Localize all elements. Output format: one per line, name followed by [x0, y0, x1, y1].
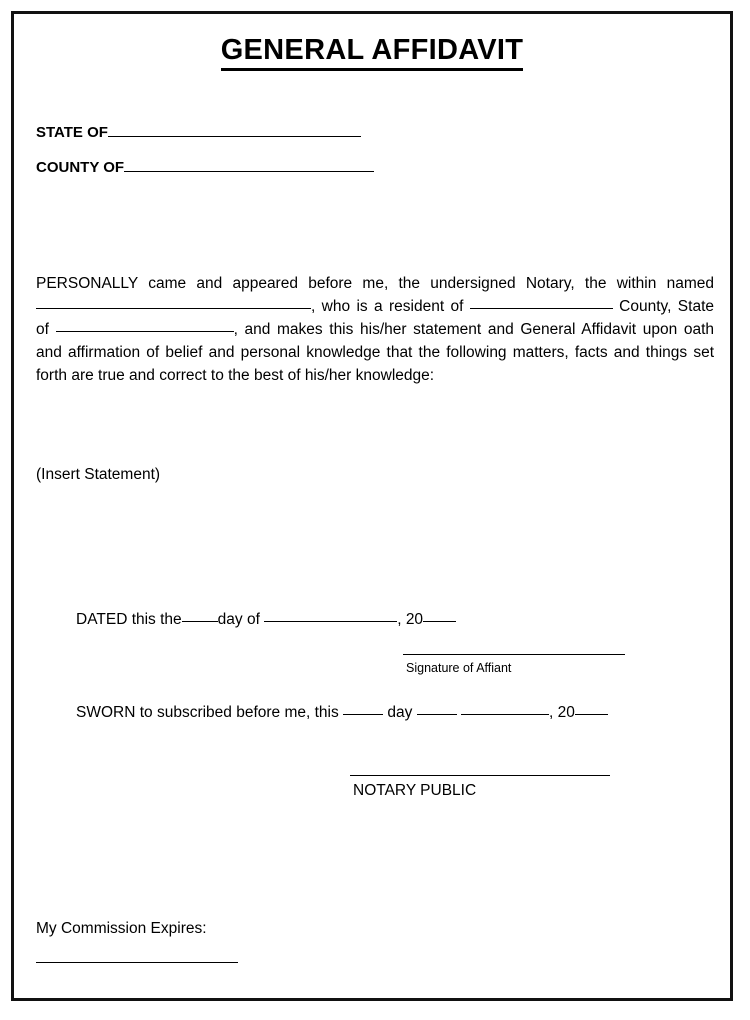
sworn-day-input[interactable] — [343, 713, 383, 715]
affidavit-body-paragraph — [36, 272, 714, 387]
dated-year-prefix: , 20 — [397, 611, 424, 628]
sworn-month-input[interactable] — [461, 713, 549, 715]
body-segment-3: County, State of — [36, 298, 714, 338]
notary-public-block — [350, 775, 620, 800]
county-of-row — [36, 159, 374, 176]
dated-year-input[interactable] — [423, 620, 456, 622]
notary-signature-line[interactable] — [350, 775, 610, 776]
dated-label: DATED this the — [76, 611, 182, 628]
execution-block — [76, 611, 712, 799]
commission-expires-block — [36, 920, 238, 963]
sworn-line — [76, 704, 608, 722]
body-segment-4: , and makes this his/her statement and General Affidavit upon oath and affirmation of belief and personal knowledge that the following matters, facts and things set forth are true and correct to the best of his/her knowledge: — [36, 321, 715, 384]
county-of-input[interactable] — [124, 170, 374, 172]
body-segment-1: PERSONALLY came and appeared before me, the undersigned Notary, the within named — [36, 275, 714, 292]
sworn-day-label: day — [383, 704, 417, 721]
sworn-blank-input[interactable] — [417, 713, 457, 715]
sworn-label: SWORN to subscribed before me, this — [76, 704, 344, 721]
page-title-text: GENERAL AFFIDAVIT — [221, 34, 524, 71]
dated-month-input[interactable] — [264, 620, 397, 622]
document-page — [11, 11, 733, 1001]
affiant-signature-caption: Signature of Affiant — [406, 661, 512, 675]
resident-county-input[interactable] — [470, 307, 613, 309]
notary-public-label: NOTARY PUBLIC — [353, 782, 477, 799]
page-title — [14, 34, 730, 67]
insert-statement-placeholder[interactable]: (Insert Statement) — [36, 466, 161, 483]
state-of-label: STATE OF — [36, 124, 108, 141]
dated-day-of-label: day of — [217, 611, 265, 628]
sworn-year-input[interactable] — [575, 713, 608, 715]
sworn-year-prefix: , 20 — [548, 704, 575, 721]
commission-expires-label: My Commission Expires: — [36, 920, 207, 937]
body-segment-2: , who is a resident of — [311, 298, 470, 315]
dated-line — [76, 611, 712, 629]
commission-expires-input[interactable] — [36, 962, 238, 963]
affiant-signature-block — [403, 654, 628, 675]
state-of-input[interactable] — [108, 135, 361, 137]
county-of-label: COUNTY OF — [36, 159, 125, 176]
dated-day-input[interactable] — [182, 620, 218, 622]
jurisdiction-block — [36, 124, 374, 194]
resident-state-input[interactable] — [56, 330, 234, 332]
affiant-signature-line[interactable] — [403, 654, 625, 655]
state-of-row — [36, 124, 374, 141]
affiant-name-input[interactable] — [36, 307, 311, 309]
page-content-area — [14, 14, 730, 998]
